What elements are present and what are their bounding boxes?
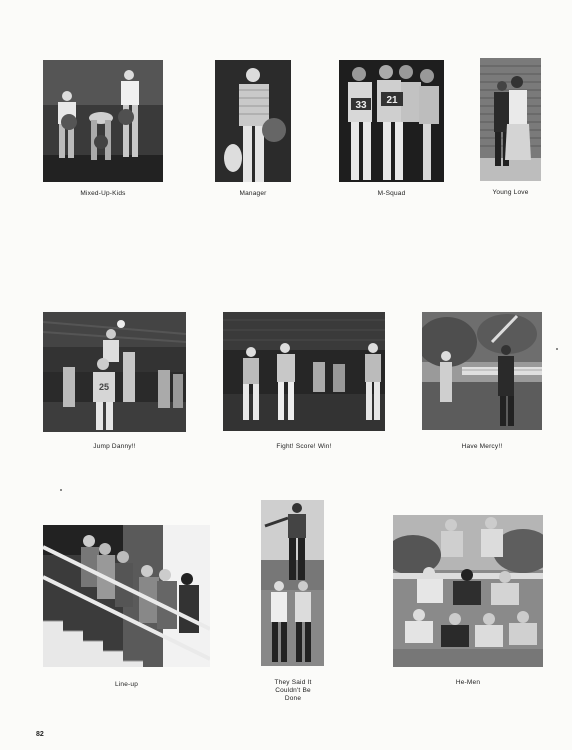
photo-manager [215, 60, 291, 182]
print-speck [556, 348, 558, 350]
caption-m-squad: M-Squad [377, 190, 406, 197]
caption-fight-score-win: Fight! Score! Win! [276, 443, 332, 450]
jersey-25: 25 [98, 382, 110, 392]
caption-young-love: Young Love [492, 189, 529, 196]
caption-jump-danny: Jump Danny!! [93, 443, 136, 450]
photo-young-love [480, 58, 541, 181]
caption-he-men: He-Men [455, 679, 481, 686]
photo-fight-score-win [223, 312, 385, 431]
photo-they-said-it [261, 500, 324, 666]
photo-mixed-up-kids [43, 60, 163, 182]
page-number: 82 [36, 731, 44, 738]
jersey-33: 33 [355, 100, 367, 111]
photo-have-mercy [422, 312, 542, 430]
print-speck [60, 489, 62, 491]
caption-manager: Manager [239, 190, 267, 197]
jersey-21: 21 [386, 95, 398, 106]
photo-jump-danny [43, 312, 186, 432]
caption-mixed-up-kids: Mixed-Up-Kids [80, 190, 126, 197]
caption-they-said-it: They Said It Couldn't Be Done [274, 679, 312, 702]
caption-have-mercy: Have Mercy!! [461, 443, 503, 450]
photo-line-up [43, 525, 210, 667]
photo-he-men [393, 515, 543, 667]
photo-m-squad [339, 60, 444, 182]
caption-line-up: Line-up [114, 681, 139, 688]
